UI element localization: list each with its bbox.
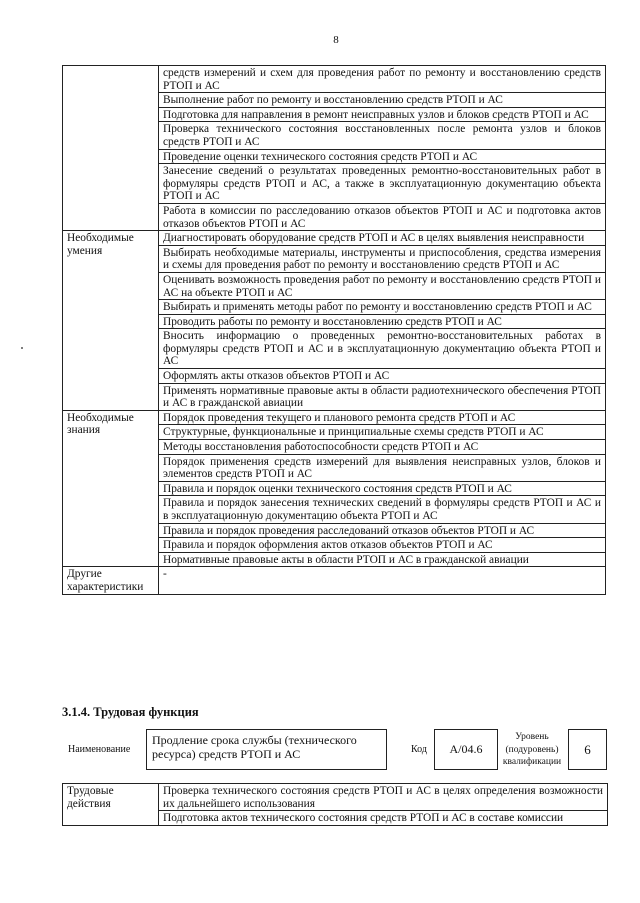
page-number: 8 xyxy=(333,34,339,46)
labor-actions-table xyxy=(62,783,608,826)
table-cell: Структурные, функциональные и принципиальные схемы средств РТОП и АС xyxy=(159,425,606,440)
row-group-header: Необходимые знания xyxy=(63,410,159,567)
name-label: Наименование xyxy=(68,744,131,755)
table-cell: Проверка технического состояния средств РТОП и АС в целях определения возможности их дальнейшего использования xyxy=(159,784,608,811)
qualification-level: 6 xyxy=(568,729,607,770)
table-cell: Правила и порядок занесения технических сведений в формуляры средств РТОП и АС и в эксплуатационную документацию объекта РТОП и АС xyxy=(159,496,606,523)
level-label: Уровень (подуровень) квалификации xyxy=(502,732,562,767)
table-cell: Оформлять акты отказов объектов РТОП и АС xyxy=(159,369,606,384)
table-row xyxy=(63,784,608,811)
section-title: 3.1.4. Трудовая функция xyxy=(62,705,199,719)
table-row xyxy=(63,231,606,246)
scan-speck xyxy=(21,347,23,349)
competency-table xyxy=(62,65,606,595)
table-cell: Методы восстановления работоспособности средств РТОП и АС xyxy=(159,440,606,455)
table-cell: - xyxy=(159,567,606,594)
row-group-header: Другие характеристики xyxy=(63,567,159,594)
table-row xyxy=(63,567,606,594)
table-cell: Подготовка для направления в ремонт неисправных узлов и блоков средств РТОП и АС xyxy=(159,107,606,122)
table-cell: Занесение сведений о результатах проведенных ремонтно-восстановительных работ в формуляры средств РТОП и АС, а также в эксплуатационную документацию объекта РТОП и АС xyxy=(159,164,606,204)
table-cell: Подготовка актов технического состояния средств РТОП и АС в составе комиссии xyxy=(159,811,608,826)
table-cell: Нормативные правовые акты в области РТОП и АС в гражданской авиации xyxy=(159,552,606,567)
table-cell: Выбирать и применять методы работ по ремонту и восстановлению средств РТОП и АС xyxy=(159,300,606,315)
row-group-header xyxy=(63,66,159,231)
table-cell: Правила и порядок проведения расследований отказов объектов РТОП и АС xyxy=(159,523,606,538)
table-cell: Правила и порядок оформления актов отказов объектов РТОП и АС xyxy=(159,538,606,553)
table-row xyxy=(63,66,606,93)
function-header xyxy=(62,729,607,770)
table-cell: Применять нормативные правовые акты в области радиотехнического обеспечения РТОП и АС в гражданской авиации xyxy=(159,383,606,410)
code-label: Код xyxy=(411,744,427,755)
table-cell: Оценивать возможность проведения работ по ремонту и восстановлению средств РТОП и АС на объекте РТОП и АС xyxy=(159,272,606,299)
table-cell: Проведение оценки технического состояния средств РТОП и АС xyxy=(159,149,606,164)
function-code: A/04.6 xyxy=(434,729,498,770)
table-cell: Диагностировать оборудование средств РТОП и АС в целях выявления неисправности xyxy=(159,231,606,246)
table-cell: Проверка технического состояния восстановленных после ремонта узлов и блоков средств РТОП и АС xyxy=(159,122,606,149)
table-cell: Выбирать необходимые материалы, инструменты и приспособления, средства измерения и схемы для проведения работ по ремонту и восстановлению средств РТОП и АС xyxy=(159,245,606,272)
table-cell: Вносить информацию о проведенных ремонтно-восстановительных работах в формуляры средств РТОП и АС и в эксплуатационную документацию объекта РТОП и АС xyxy=(159,329,606,369)
table-cell: Проводить работы по ремонту и восстановлению средств РТОП и АС xyxy=(159,314,606,329)
table-cell: Порядок применения средств измерений для выявления неисправных узлов, блоков и элементов средств РТОП и АС xyxy=(159,454,606,481)
row-group-header: Трудовые действия xyxy=(63,784,159,826)
function-name: Продление срока службы (технического ресурса) средств РТОП и АС xyxy=(146,729,387,770)
table-cell: Правила и порядок оценки технического состояния средств РТОП и АС xyxy=(159,481,606,496)
row-group-header: Необходимые умения xyxy=(63,231,159,411)
table-row xyxy=(63,410,606,425)
table-cell: Работа в комиссии по расследованию отказов объектов РТОП и АС и подготовка актов отказов объектов РТОП и АС xyxy=(159,203,606,230)
table-cell: Выполнение работ по ремонту и восстановлению средств РТОП и АС xyxy=(159,93,606,108)
table-cell: Порядок проведения текущего и планового ремонта средств РТОП и АС xyxy=(159,410,606,425)
table-cell: средств измерений и схем для проведения работ по ремонту и восстановлению средств РТОП и АС xyxy=(159,66,606,93)
